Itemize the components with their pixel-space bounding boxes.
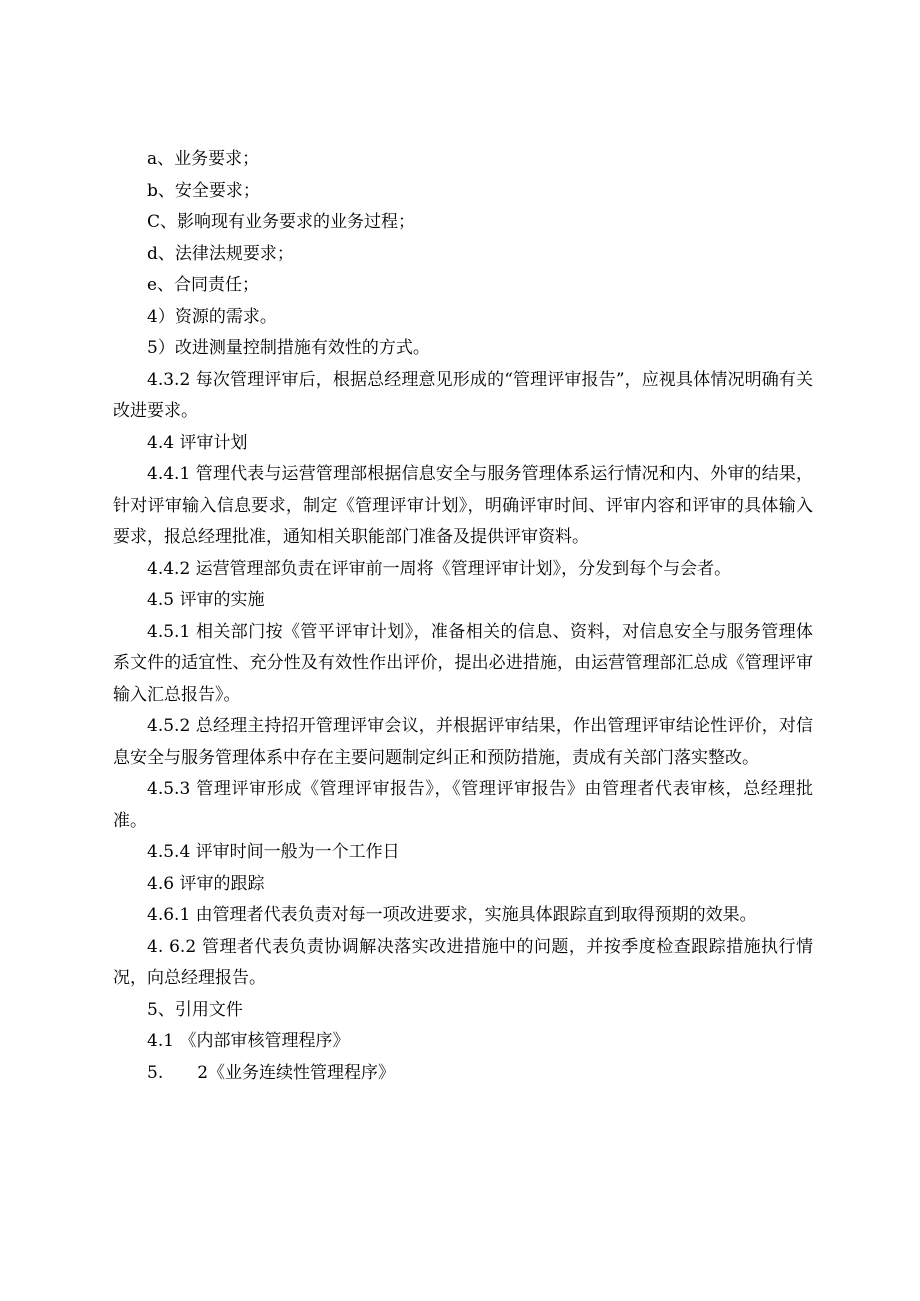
- clause-4-4-1: 4.4.1 管理代表与运营管理部根据信息安全与服务管理体系运行情况和内、外审的结果，针对评审输入信息要求，制定《管理评审计划》，明确评审时间、评审内容和评审的具体输入要求，报总经理批准，通知相关职能部门准备及提供评审资料。: [113, 464, 813, 547]
- reference-1: 4.1 《内部审核管理程序》: [147, 1031, 350, 1051]
- list-item-c: C、影响现有业务要求的业务过程；: [147, 212, 416, 232]
- heading-4-4: 4.4 评审计划: [147, 432, 248, 453]
- clause-4-5-1: 4.5.1 相关部门按《管平评审计划》，准备相关的信息、资料，对信息安全与服务管理体系文件的适宜性、充分性及有效性作出评价，提出必进措施，由运营管理部汇总成《管理评审输入汇总报告》。: [113, 621, 813, 705]
- list-item-a: a、业务要求；: [147, 149, 260, 169]
- heading-4-6: 4.6 评审的跟踪: [147, 873, 265, 894]
- list-item-b: b、安全要求；: [147, 180, 260, 201]
- clause-4-5-3: 4.5.3 管理评审形成《管理评审报告》，《管理评审报告》由管理者代表审核，总经理批准。: [113, 779, 813, 831]
- clause-4-4-2: 4.4.2 运营管理部负责在评审前一周将《管理评审计划》，分发到每个与会者。: [147, 558, 732, 579]
- clause-4-5-4: 4.5.4 评审时间一般为一个工作日: [147, 842, 400, 862]
- list-item-4: 4）资源的需求。: [147, 306, 277, 327]
- list-item-e: e、合同责任；: [147, 275, 260, 295]
- list-item-5: 5）改进测量控制措施有效性的方式。: [147, 338, 430, 358]
- heading-4-5: 4.5 评审的实施: [147, 590, 265, 610]
- document-body: [113, 144, 813, 1089]
- clause-4-5-2: 4.5.2 总经理主持招开管理评审会议，并根据评审结果，作出管理评审结论性评价，对信息安全与服务管理体系中存在主要问题制定纠正和预防措施，责成有关部门落实整改。: [113, 716, 813, 768]
- clause-4-3-2: 4.3.2 每次管理评审后，根据总经理意见形成的“管理评审报告”，应视具体情况明确有关改进要求。: [113, 369, 813, 421]
- heading-5: 5、引用文件: [147, 999, 243, 1020]
- list-item-d: d、法律法规要求；: [147, 243, 294, 264]
- reference-2: 5. 2《业务连续性管理程序》: [147, 1062, 396, 1083]
- clause-4-6-2: 4. 6.2 管理者代表负责协调解决落实改进措施中的问题，并按季度检查跟踪措施执行情况，向总经理报告。: [113, 936, 813, 988]
- clause-4-6-1: 4.6.1 由管理者代表负责对每一项改进要求，实施具体跟踪直到取得预期的效果。: [147, 905, 757, 925]
